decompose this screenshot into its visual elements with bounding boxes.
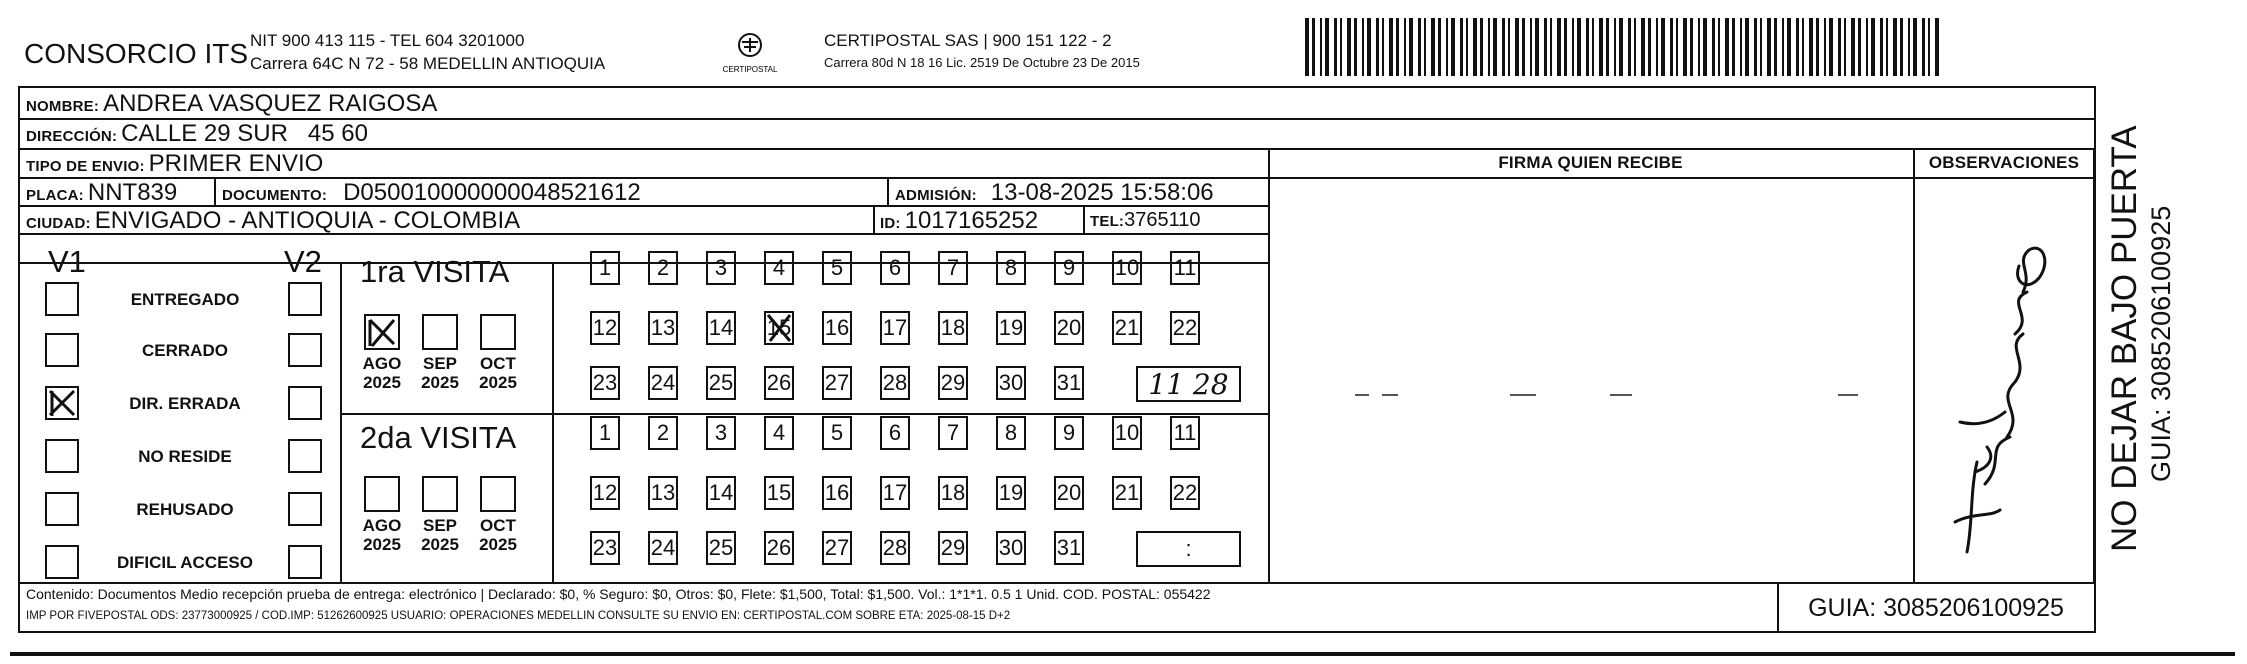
barcode-bar <box>1305 18 1309 76</box>
day-cell[interactable]: 5 <box>822 416 852 450</box>
day-cell[interactable]: 12 <box>590 476 620 510</box>
v1-checkbox[interactable] <box>45 492 79 526</box>
side-guia: GUIA: 3085206100925 <box>2146 205 2176 482</box>
barcode-bar <box>1718 18 1720 76</box>
day-cell[interactable]: 15 <box>764 476 794 510</box>
barcode-bar <box>1858 18 1861 76</box>
barcode-bar <box>1760 18 1762 76</box>
document-value: D050010000000048521612 <box>343 179 641 206</box>
month-checkbox[interactable] <box>480 314 516 350</box>
barcode-bar <box>1787 18 1791 76</box>
footer-guia: GUIA: 3085206100925 <box>1808 594 2064 622</box>
barcode-bar <box>1866 18 1868 76</box>
day-cell[interactable]: 17 <box>880 476 910 510</box>
day-cell[interactable]: 31 <box>1054 531 1084 565</box>
barcode-bar <box>1367 18 1371 76</box>
barcode-bar <box>1446 18 1448 76</box>
carrier-logo-icon <box>722 30 778 76</box>
barcode-bar <box>1396 18 1399 76</box>
barcode-bar <box>1599 18 1603 76</box>
address-label: DIRECCIÓN: <box>26 128 118 145</box>
shipment-type-row <box>26 150 323 178</box>
barcode-bar <box>1648 18 1651 76</box>
day-cell[interactable]: 19 <box>996 476 1026 510</box>
tel-value: 3765110 <box>1124 209 1201 231</box>
carrier-name: CERTIPOSTAL SAS | 900 151 122 - 2 <box>824 31 1112 50</box>
month-label: SEP <box>422 516 458 535</box>
shipment-type: PRIMER ENVIO <box>148 150 324 177</box>
admission-value: 13-08-2025 15:58:06 <box>990 179 1214 206</box>
day-cell[interactable]: 26 <box>764 531 794 565</box>
reason-label: DIFICIL ACCESO <box>116 553 253 572</box>
barcode-bar <box>1641 18 1645 76</box>
v2-checkbox[interactable] <box>288 439 322 473</box>
city-label: CIUDAD: <box>26 215 91 232</box>
barcode-bar <box>1928 18 1930 76</box>
barcode-bar <box>1634 18 1636 76</box>
barcode-bar <box>1732 18 1735 76</box>
v2-header: V2 <box>284 244 322 279</box>
reason-label: NO RESIDE <box>138 447 232 466</box>
day-cell[interactable]: 11 <box>1170 251 1200 285</box>
day-cell[interactable]: 15 <box>764 311 794 345</box>
barcode-icon <box>1305 18 1940 76</box>
footer-print-line: IMP POR FIVEPOSTAL ODS: 23773000925 / COD.IMP: 51262600925 USUARIO: OPERACIONES MEDELLIN CONSULTE SU ENVIO EN: CERTIPOSTAL.COM SOBRE ETA: 2025-08-15 D+2 <box>26 610 1011 622</box>
address-value: CALLE 29 SUR 45 60 <box>121 120 368 147</box>
day-cell[interactable]: 23 <box>590 366 620 400</box>
day-cell[interactable]: 30 <box>996 366 1026 400</box>
month-label: AGO <box>362 516 402 535</box>
barcode-bar <box>1424 18 1426 76</box>
barcode-bar <box>1745 18 1749 76</box>
v1-checkbox[interactable] <box>45 545 79 579</box>
day-cell[interactable]: 19 <box>996 311 1026 345</box>
barcode-bar <box>1334 18 1337 76</box>
year-label: 2025 <box>421 373 459 392</box>
month-label: SEP <box>422 354 458 373</box>
v2-checkbox[interactable] <box>288 386 322 420</box>
year-label: 2025 <box>479 373 517 392</box>
barcode-bar <box>1740 18 1742 76</box>
recipient-name: ANDREA VASQUEZ RAIGOSA <box>103 90 438 117</box>
id-row <box>880 207 1038 235</box>
day-cell[interactable]: 8 <box>996 251 1026 285</box>
day-cell[interactable]: 6 <box>880 416 910 450</box>
barcode-bar <box>1670 18 1673 76</box>
day-cell[interactable]: 13 <box>648 311 678 345</box>
day-cell[interactable]: 24 <box>648 366 678 400</box>
plate-value: NNT839 <box>87 179 178 206</box>
barcode-bar <box>1522 18 1525 76</box>
year-label: 2025 <box>421 535 459 554</box>
day-cell[interactable]: 3 <box>706 251 736 285</box>
company-name: CONSORCIO ITS <box>24 38 249 69</box>
v1-checkbox[interactable] <box>45 282 79 316</box>
month-year-label <box>470 354 526 392</box>
id-label: ID: <box>880 215 901 232</box>
barcode-bar <box>1488 18 1490 76</box>
barcode-bar <box>1438 18 1441 76</box>
barcode-bar <box>1451 18 1455 76</box>
barcode-bar <box>1782 18 1784 76</box>
barcode-bar <box>1362 18 1364 76</box>
day-cell[interactable]: 2 <box>648 416 678 450</box>
day-cell[interactable]: 14 <box>706 311 736 345</box>
barcode-bar <box>1844 18 1846 76</box>
barcode-bar <box>1502 18 1505 76</box>
recipient-name-label: NOMBRE: <box>26 98 100 115</box>
barcode-bar <box>1913 18 1917 76</box>
month-year-label <box>412 516 468 554</box>
barcode-bar <box>1606 18 1609 76</box>
barcode-bar <box>1816 18 1819 76</box>
barcode-bar <box>1550 18 1552 76</box>
year-label: 2025 <box>363 535 401 554</box>
plate-label: PLACA: <box>26 187 84 204</box>
day-cell[interactable]: 25 <box>706 531 736 565</box>
month-label: AGO <box>362 354 402 373</box>
reason-label: DIR. ERRADA <box>129 394 241 413</box>
day-cell[interactable]: 6 <box>880 251 910 285</box>
month-checkbox[interactable] <box>364 314 400 350</box>
barcode-bar <box>1418 18 1421 76</box>
barcode-bar <box>1614 18 1616 76</box>
barcode-bar <box>1838 18 1841 76</box>
day-cell[interactable]: 8 <box>996 416 1026 450</box>
day-cell[interactable]: 20 <box>1054 311 1084 345</box>
barcode-bar <box>1376 18 1379 76</box>
day-cell[interactable]: 30 <box>996 531 1026 565</box>
address-row <box>26 120 368 148</box>
barcode-bar <box>1320 18 1322 76</box>
shipment-type-label: TIPO DE ENVIO: <box>26 158 145 175</box>
day-cell[interactable]: 26 <box>764 366 794 400</box>
tel-row <box>1090 209 1201 232</box>
day-cell[interactable]: 17 <box>880 311 910 345</box>
day-cell[interactable]: 4 <box>764 251 794 285</box>
barcode-bar <box>1473 18 1477 76</box>
v2-checkbox[interactable] <box>288 333 322 367</box>
second-visit-title: 2da VISITA <box>360 420 517 455</box>
barcode-bar <box>1900 18 1903 76</box>
barcode-bar <box>1698 18 1700 76</box>
barcode-bar <box>1802 18 1804 76</box>
year-label: 2025 <box>363 373 401 392</box>
company-address: Carrera 64C N 72 - 58 MEDELLIN ANTIOQUIA <box>250 54 606 73</box>
month-label: OCT <box>480 516 516 535</box>
barcode-bar <box>1619 18 1623 76</box>
barcode-bar <box>1774 18 1777 76</box>
barcode-bar <box>1460 18 1463 76</box>
barcode-bar <box>1824 18 1826 76</box>
barcode-bar <box>1935 18 1939 76</box>
day-cell[interactable]: 11 <box>1170 416 1200 450</box>
barcode-bar <box>1508 18 1510 76</box>
v2-checkbox[interactable] <box>288 282 322 316</box>
month-year-label <box>354 354 410 392</box>
tel-label: TEL: <box>1090 213 1125 230</box>
plate-row <box>26 179 177 207</box>
barcode-bar <box>1530 18 1532 76</box>
id-value: 1017165252 <box>904 207 1039 234</box>
barcode-bar <box>1340 18 1342 76</box>
barcode-bar <box>1544 18 1547 76</box>
day-cell[interactable]: 29 <box>938 366 968 400</box>
reason-label: CERRADO <box>142 341 228 360</box>
barcode-bar <box>1880 18 1883 76</box>
barcode-bar <box>1656 18 1658 76</box>
month-checkbox[interactable] <box>480 476 516 512</box>
day-cell[interactable]: 25 <box>706 366 736 400</box>
barcode-bar <box>1354 18 1357 76</box>
barcode-bar <box>1564 18 1567 76</box>
recipient-name-row <box>26 90 437 118</box>
day-cell[interactable]: 7 <box>938 251 968 285</box>
barcode-bar <box>1922 18 1925 76</box>
signature-column-header: FIRMA QUIEN RECIBE <box>1498 153 1683 172</box>
barcode-bar <box>1703 18 1707 76</box>
year-label: 2025 <box>479 535 517 554</box>
carrier-address: Carrera 80d N 18 16 Lic. 2519 De Octubre 23 De 2015 <box>824 55 1140 70</box>
day-cell[interactable]: 28 <box>880 531 910 565</box>
day-cell[interactable]: 12 <box>590 311 620 345</box>
month-checkbox[interactable] <box>422 314 458 350</box>
barcode-bar <box>1725 18 1729 76</box>
v1-checkbox[interactable] <box>45 386 79 420</box>
day-cell[interactable]: 1 <box>590 251 620 285</box>
day-cell[interactable]: 10 <box>1112 251 1142 285</box>
barcode-bar <box>1886 18 1888 76</box>
day-cell[interactable]: 22 <box>1170 476 1200 510</box>
barcode-bar <box>1480 18 1483 76</box>
barcode-bar <box>1382 18 1384 76</box>
day-cell[interactable]: 14 <box>706 476 736 510</box>
v2-checkbox[interactable] <box>288 545 322 579</box>
barcode-bar <box>1809 18 1813 76</box>
day-cell[interactable]: 16 <box>822 476 852 510</box>
barcode-bar <box>1796 18 1799 76</box>
day-cell[interactable]: 29 <box>938 531 968 565</box>
observations-column-header: OBSERVACIONES <box>1928 153 2080 172</box>
first-visit-title: 1ra VISITA <box>360 254 510 289</box>
side-notice: NO DEJAR BAJO PUERTA <box>2105 125 2144 552</box>
day-cell[interactable]: 18 <box>938 311 968 345</box>
barcode-bar <box>1586 18 1589 76</box>
day-cell[interactable]: 20 <box>1054 476 1084 510</box>
day-cell[interactable]: 21 <box>1112 476 1142 510</box>
barcode-bar <box>1493 18 1497 76</box>
day-cell[interactable]: 3 <box>706 416 736 450</box>
barcode-bar <box>1347 18 1351 76</box>
barcode-bar <box>1683 18 1687 76</box>
month-checkbox[interactable] <box>422 476 458 512</box>
v1-checkbox[interactable] <box>45 439 79 473</box>
barcode-bar <box>1312 18 1315 76</box>
barcode-bar <box>1535 18 1539 76</box>
day-cell[interactable]: 13 <box>648 476 678 510</box>
day-cell[interactable]: 7 <box>938 416 968 450</box>
barcode-bar <box>1409 18 1413 76</box>
month-year-label <box>412 354 468 392</box>
first-visit-time[interactable]: 11 28 <box>1136 366 1241 402</box>
barcode-bar <box>1431 18 1435 76</box>
barcode-bar <box>1577 18 1581 76</box>
document-label: DOCUMENTO: <box>222 187 328 204</box>
month-label: OCT <box>480 354 516 373</box>
barcode-bar <box>1661 18 1665 76</box>
v2-checkbox[interactable] <box>288 492 322 526</box>
month-checkbox[interactable] <box>364 476 400 512</box>
day-cell[interactable]: 27 <box>822 531 852 565</box>
day-cell[interactable]: 21 <box>1112 311 1142 345</box>
day-cell[interactable]: 18 <box>938 476 968 510</box>
v1-header: V1 <box>48 244 86 279</box>
day-cell[interactable]: 23 <box>590 531 620 565</box>
day-cell[interactable]: 27 <box>822 366 852 400</box>
day-cell[interactable]: 10 <box>1112 416 1142 450</box>
admission-label: ADMISIÓN: <box>895 187 977 204</box>
reason-label: REHUSADO <box>136 500 234 519</box>
day-cell[interactable]: 24 <box>648 531 678 565</box>
day-cell[interactable]: 5 <box>822 251 852 285</box>
day-cell[interactable]: 9 <box>1054 251 1084 285</box>
day-cell[interactable]: 28 <box>880 366 910 400</box>
barcode-bar <box>1908 18 1910 76</box>
second-visit-time[interactable]: : <box>1136 531 1241 567</box>
day-cell[interactable]: 1 <box>590 416 620 450</box>
reason-label: ENTREGADO <box>130 290 240 309</box>
barcode-bar <box>1893 18 1897 76</box>
barcode-bar <box>1851 18 1855 76</box>
day-cell[interactable]: 2 <box>648 251 678 285</box>
barcode-bar <box>1712 18 1715 76</box>
signature-icon <box>1915 222 2091 577</box>
barcode-bar <box>1690 18 1693 76</box>
barcode-bar <box>1829 18 1833 76</box>
day-cell[interactable]: 31 <box>1054 366 1084 400</box>
barcode-bar <box>1676 18 1678 76</box>
carrier-logo-text: CERTIPOSTAL <box>722 65 778 74</box>
barcode-bar <box>1572 18 1574 76</box>
barcode-bar <box>1389 18 1393 76</box>
barcode-bar <box>1871 18 1875 76</box>
barcode-bar <box>1466 18 1468 76</box>
barcode-bar <box>1754 18 1757 76</box>
barcode-bar <box>1628 18 1631 76</box>
barcode-bar <box>1404 18 1406 76</box>
v1-checkbox[interactable] <box>45 333 79 367</box>
barcode-bar <box>1325 18 1329 76</box>
barcode-bar <box>1557 18 1561 76</box>
day-cell[interactable]: 16 <box>822 311 852 345</box>
document-row <box>222 179 641 207</box>
day-cell[interactable]: 22 <box>1170 311 1200 345</box>
day-cell[interactable]: 4 <box>764 416 794 450</box>
barcode-bar <box>1515 18 1519 76</box>
day-cell[interactable]: 9 <box>1054 416 1084 450</box>
company-nit-tel: NIT 900 413 115 - TEL 604 3201000 <box>250 31 525 50</box>
city-row <box>26 207 520 235</box>
barcode-bar <box>1767 18 1771 76</box>
month-year-label <box>470 516 526 554</box>
footer-content-line: Contenido: Documentos Medio recepción prueba de entrega: electrónico | Declarado: $0, % Seguro: $0, Otros: $0, Flete: $1,500, Total: $1,500. Vol.: 1*1*1. 0.5 1 Unid. COD. POSTAL: 055422 <box>26 586 1211 602</box>
barcode-bar <box>1592 18 1594 76</box>
month-year-label <box>354 516 410 554</box>
admission-row <box>895 179 1214 207</box>
city-value: ENVIGADO - ANTIOQUIA - COLOMBIA <box>94 207 521 234</box>
